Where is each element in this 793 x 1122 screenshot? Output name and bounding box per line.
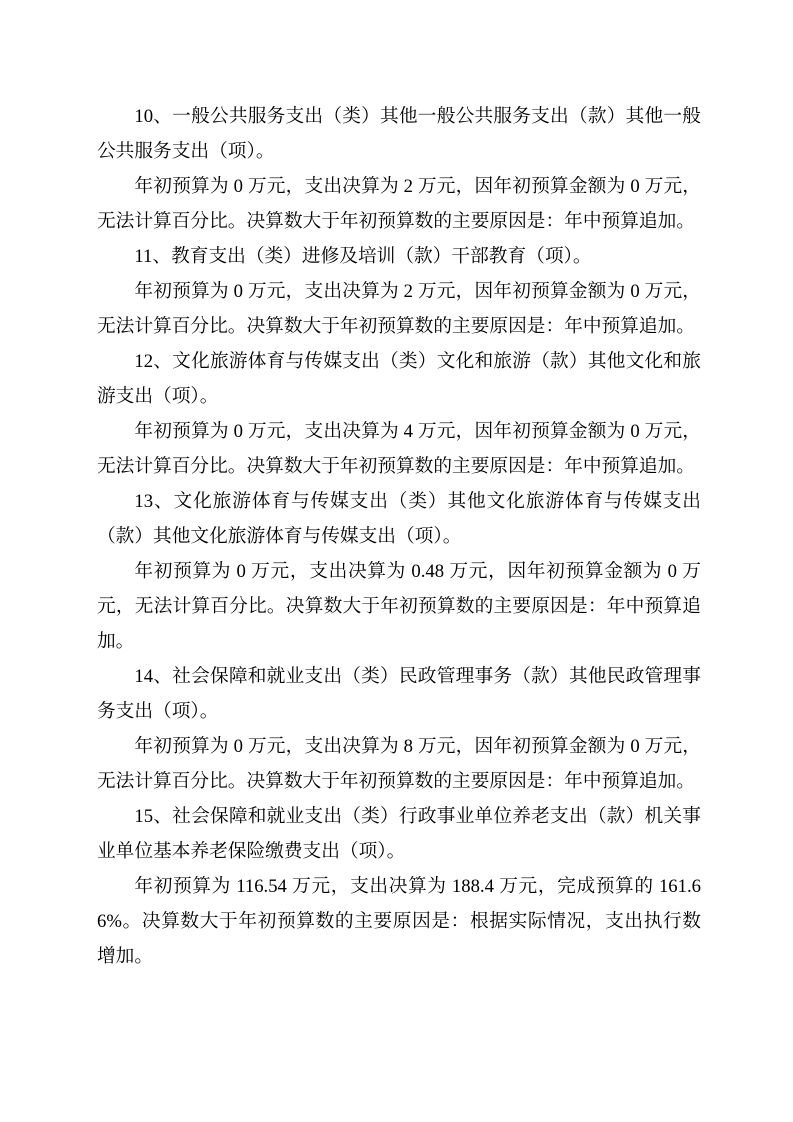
item-11-detail: 年初预算为 0 万元，支出决算为 2 万元，因年初预算金额为 0 万元，无法计算百分比。决算数大于年初预算数的主要原因是：年中预算追加。 [97,281,701,337]
item-14-heading: 14、社会保障和就业支出（类）民政管理事务（款）其他民政管理事务支出（项）。 [97,666,701,722]
item-13-heading: 13、文化旅游体育与传媒支出（类）其他文化旅游体育与传媒支出（款）其他文化旅游体育与传媒支出（项）。 [97,491,701,547]
item-14-detail: 年初预算为 0 万元，支出决算为 8 万元，因年初预算金额为 0 万元，无法计算百分比。决算数大于年初预算数的主要原因是：年中预算追加。 [97,736,701,792]
item-15-heading: 15、社会保障和就业支出（类）行政事业单位养老支出（款）机关事业单位基本养老保险缴费支出（项）。 [97,806,701,862]
item-15-detail: 年初预算为 116.54 万元，支出决算为 188.4 万元，完成预算的 161.66%。决算数大于年初预算数的主要原因是：根据实际情况，支出执行数增加。 [97,876,701,967]
item-13-detail: 年初预算为 0 万元，支出决算为 0.48 万元，因年初预算金额为 0 万元，无法计算百分比。决算数大于年初预算数的主要原因是：年中预算追加。 [97,561,701,652]
item-11-heading: 11、教育支出（类）进修及培训（款）干部教育（项）。 [134,246,592,267]
item-12-heading: 12、文化旅游体育与传媒支出（类）文化和旅游（款）其他文化和旅游支出（项）。 [97,351,701,407]
document-body [97,99,701,974]
item-12-detail: 年初预算为 0 万元，支出决算为 4 万元，因年初预算金额为 0 万元，无法计算百分比。决算数大于年初预算数的主要原因是：年中预算追加。 [97,421,701,477]
item-10-detail: 年初预算为 0 万元，支出决算为 2 万元，因年初预算金额为 0 万元，无法计算百分比。决算数大于年初预算数的主要原因是：年中预算追加。 [97,176,701,232]
item-10-heading: 10、一般公共服务支出（类）其他一般公共服务支出（款）其他一般公共服务支出（项）。 [97,106,701,162]
